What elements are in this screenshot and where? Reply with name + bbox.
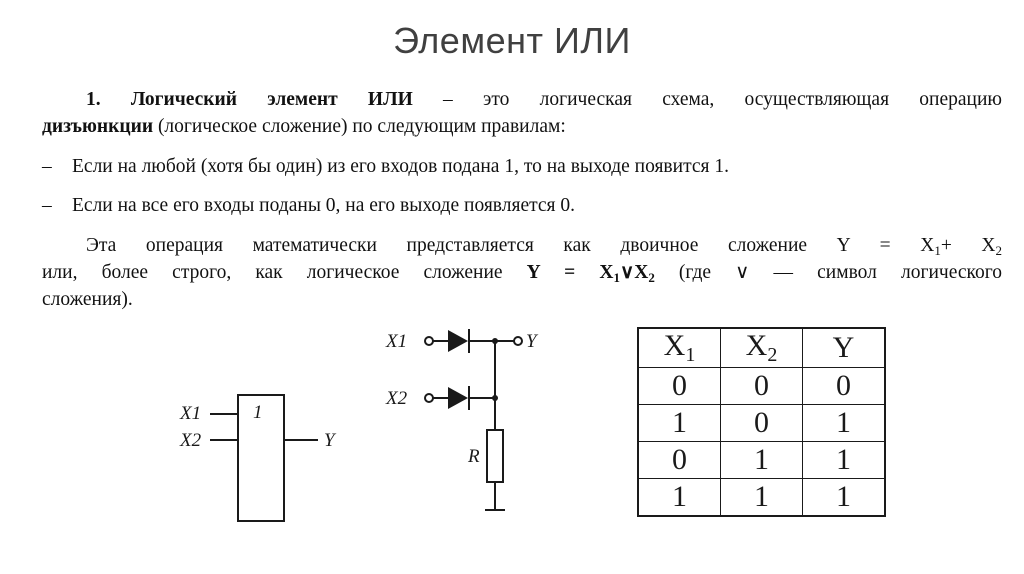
table-cell: 1: [638, 479, 721, 517]
rule-dash: –: [42, 156, 52, 177]
table-cell: 1: [638, 405, 721, 442]
table-cell: 1: [721, 442, 803, 479]
diode-1: [448, 330, 468, 352]
header-sub: 2: [767, 344, 778, 366]
rule-item-1: [42, 153, 1002, 180]
math-text-3: (где ∨ — символ логического: [654, 262, 1002, 283]
math-line-3: сложения).: [42, 289, 133, 310]
table-row: [638, 405, 885, 442]
header-text: Y: [832, 331, 855, 364]
table-cell: 0: [638, 442, 721, 479]
slide-title: Элемент ИЛИ: [393, 20, 631, 61]
gate-input-2-label: X2: [180, 430, 202, 451]
definition-line-2: [42, 113, 1002, 140]
input-terminal-1: [425, 337, 433, 345]
or-gate-diagram: [170, 385, 370, 525]
table-row: [638, 479, 885, 517]
input-terminal-2: [425, 394, 433, 402]
table-cell: 1: [803, 479, 886, 517]
truth-table: [637, 327, 886, 517]
gate-output-label: Y: [324, 430, 335, 451]
definition-term: 1. Логический элемент ИЛИ: [86, 89, 413, 110]
header-sub: 1: [685, 344, 696, 366]
table-cell: 0: [803, 368, 886, 405]
diode-circuit-diagram: [380, 320, 580, 520]
table-cell: 0: [721, 405, 803, 442]
subscript: 2: [995, 243, 1002, 258]
disjunction-term: дизъюнкции: [42, 116, 154, 137]
resistor-label: R: [468, 446, 480, 467]
diode-2: [448, 387, 468, 409]
definition-text-2: (логическое сложение) по следующим правилам:: [153, 116, 566, 137]
output-terminal: [514, 337, 522, 345]
header-text: X: [663, 329, 686, 362]
table-cell: 1: [721, 479, 803, 517]
table-cell: 1: [803, 442, 886, 479]
definition-text-1: – это логическая схема, осуществляющая операцию: [412, 89, 1002, 110]
table-row: [638, 368, 885, 405]
rule-text: Если на любой (хотя бы один) из его входов подана 1, то на выходе появится 1.: [72, 156, 729, 177]
circuit-input-2-label: X2: [386, 388, 408, 409]
header-x1: [638, 328, 721, 368]
header-x2: [721, 328, 803, 368]
subscript: 1: [934, 243, 941, 258]
math-plus: + X: [940, 235, 996, 256]
math-text-1: Эта операция математически представляется как двоичное сложение Y = X: [86, 235, 935, 256]
rule-text: Если на все его входы поданы 0, на его выходе появляется 0.: [72, 195, 575, 216]
header-y: [803, 328, 886, 368]
table-row: [638, 442, 885, 479]
formula-or: ∨X: [619, 262, 649, 283]
table-cell: 0: [638, 368, 721, 405]
table-header-row: [638, 328, 885, 368]
header-text: X: [745, 329, 768, 362]
table-cell: 0: [721, 368, 803, 405]
circuit-output-label: Y: [526, 331, 537, 352]
formula: Y = X: [526, 262, 614, 283]
gate-function-label: 1: [253, 402, 263, 423]
table-cell: 1: [803, 405, 886, 442]
circuit-input-1-label: X1: [386, 331, 408, 352]
gate-input-1-label: X1: [180, 403, 202, 424]
subscript: 2: [648, 270, 655, 285]
rule-dash: –: [42, 195, 52, 216]
definition-line-1: [42, 86, 1002, 113]
rule-item-2: [42, 192, 1002, 219]
subscript: 1: [613, 270, 620, 285]
math-text-2: или, более строго, как логическое сложение: [42, 262, 527, 283]
resistor: [487, 430, 503, 482]
